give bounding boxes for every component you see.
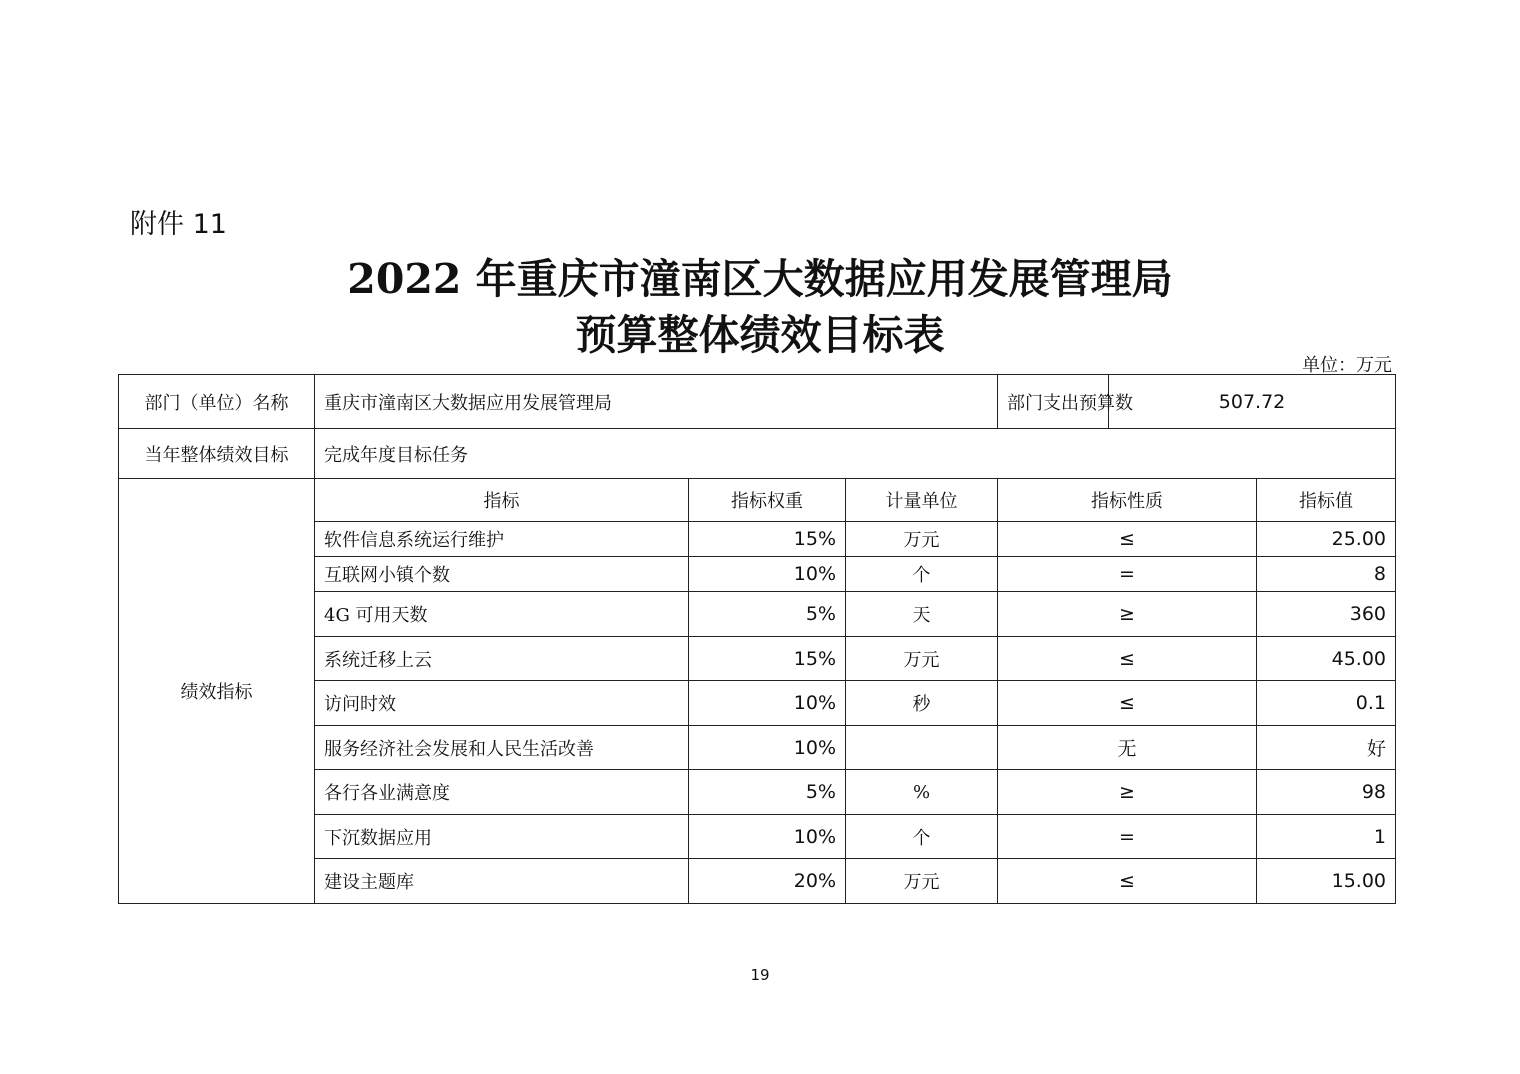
budget-value: 507.72: [1109, 375, 1396, 429]
indicator-nature: ≤: [998, 859, 1257, 904]
performance-table: [118, 374, 1396, 904]
indicator-unit: 万元: [846, 637, 998, 681]
indicator-weight: 10%: [689, 815, 846, 859]
indicator-value: 15.00: [1257, 859, 1396, 904]
indicator-unit: 万元: [846, 522, 998, 557]
indicator-weight: 5%: [689, 592, 846, 637]
indicator-name: 访问时效: [315, 681, 689, 726]
goal-row: [119, 429, 1396, 479]
col-header-indicator: 指标: [315, 479, 689, 522]
indicator-nature: ≤: [998, 637, 1257, 681]
indicator-unit: %: [846, 770, 998, 815]
attachment-label: 附件 11: [130, 209, 227, 240]
indicator-value: 8: [1257, 557, 1396, 592]
indicator-value: 1: [1257, 815, 1396, 859]
indicator-name: 软件信息系统运行维护: [315, 522, 689, 557]
indicator-weight: 15%: [689, 637, 846, 681]
indicator-name: 互联网小镇个数: [315, 557, 689, 592]
budget-label: 部门支出预算数: [998, 375, 1109, 429]
goal-label: 当年整体绩效目标: [119, 429, 315, 479]
indicator-value: 98: [1257, 770, 1396, 815]
dept-value: 重庆市潼南区大数据应用发展管理局: [315, 375, 998, 429]
indicator-weight: 5%: [689, 770, 846, 815]
dept-row: [119, 375, 1396, 429]
indicator-nature: =: [998, 815, 1257, 859]
indicator-unit: 个: [846, 815, 998, 859]
indicator-unit: 个: [846, 557, 998, 592]
indicator-nature: ≤: [998, 522, 1257, 557]
goal-value: 完成年度目标任务: [315, 429, 1396, 479]
unit-label: 单位：万元: [1302, 355, 1392, 376]
page-number: 19: [750, 966, 770, 984]
indicator-weight: 10%: [689, 557, 846, 592]
col-header-value: 指标值: [1257, 479, 1396, 522]
indicator-header-row: [119, 479, 1396, 522]
indicator-nature: ≥: [998, 770, 1257, 815]
indicator-unit: 秒: [846, 681, 998, 726]
title-line-2: 预算整体绩效目标表: [575, 311, 945, 359]
indicator-name: 4G 可用天数: [315, 592, 689, 637]
indicator-name: 各行各业满意度: [315, 770, 689, 815]
indicator-nature: ≤: [998, 681, 1257, 726]
indicator-value: 0.1: [1257, 681, 1396, 726]
col-header-weight: 指标权重: [689, 479, 846, 522]
indicator-unit: [846, 726, 998, 770]
indicator-unit: 万元: [846, 859, 998, 904]
indicator-nature: 无: [998, 726, 1257, 770]
indicator-weight: 20%: [689, 859, 846, 904]
indicator-name: 下沉数据应用: [315, 815, 689, 859]
indicator-weight: 10%: [689, 726, 846, 770]
col-header-unit: 计量单位: [846, 479, 998, 522]
indicator-nature: ≥: [998, 592, 1257, 637]
indicator-name: 系统迁移上云: [315, 637, 689, 681]
indicator-name: 建设主题库: [315, 859, 689, 904]
indicator-unit: 天: [846, 592, 998, 637]
indicator-value: 360: [1257, 592, 1396, 637]
indicator-value: 25.00: [1257, 522, 1396, 557]
indicator-nature: =: [998, 557, 1257, 592]
section-label: 绩效指标: [119, 479, 315, 904]
indicator-weight: 15%: [689, 522, 846, 557]
indicator-name: 服务经济社会发展和人民生活改善: [315, 726, 689, 770]
dept-label: 部门（单位）名称: [119, 375, 315, 429]
indicator-value: 好: [1257, 726, 1396, 770]
indicator-weight: 10%: [689, 681, 846, 726]
indicator-value: 45.00: [1257, 637, 1396, 681]
title-line-1: 2022 年重庆市潼南区大数据应用发展管理局: [347, 255, 1173, 303]
col-header-nature: 指标性质: [998, 479, 1257, 522]
